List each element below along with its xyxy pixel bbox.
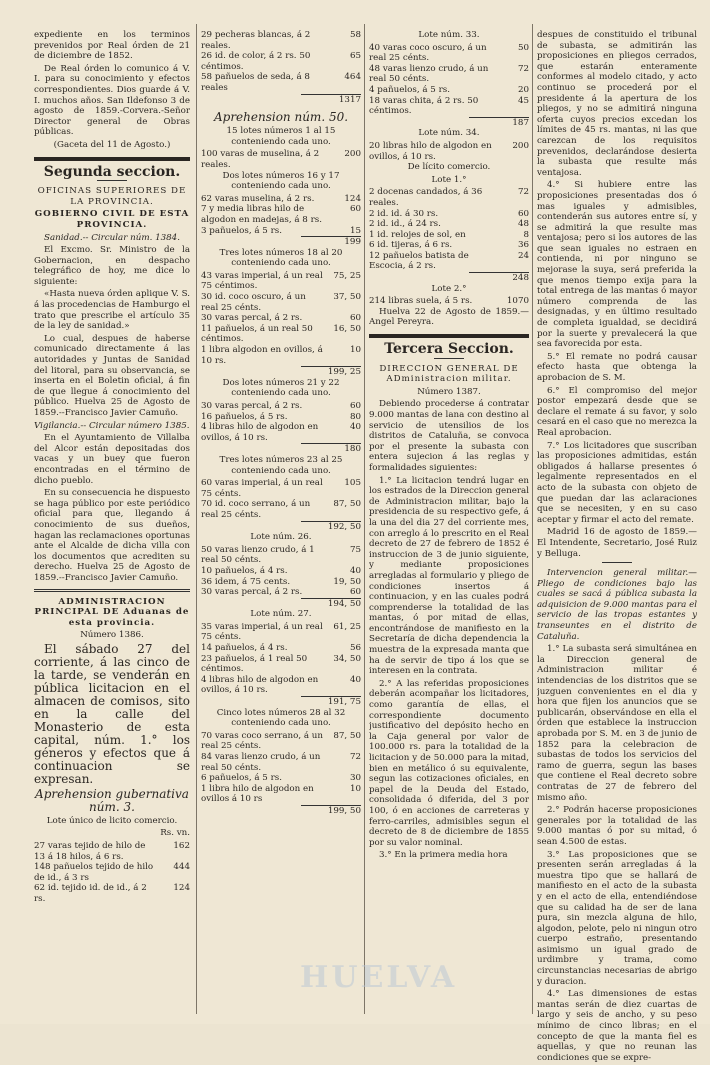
line-item	[369, 209, 529, 220]
lot-title: Dos lotes números 21 y 22 conteniendo cada uno.	[222, 377, 340, 399]
item-value: 75, 25	[333, 270, 361, 281]
line-item	[201, 345, 361, 366]
item-description: 4 pañuelos, á 5 rs.	[369, 84, 450, 95]
item-value: 40	[349, 565, 361, 576]
item-list	[369, 43, 529, 117]
paragraph: 4.° Las dimensiones de estas mantas serán de diez cuartas de largo y seis de ancho, y su peso mínimo de cinco libras; en el concepto de que la manta fiel es aquellas, y que no reunan las condiciones que se expre-	[537, 989, 697, 1063]
item-description: 48 varas lienzo crudo, á un real 50 cénts.	[369, 63, 489, 85]
conditions-title: Intervencion general militar.—Pliego de condiciones bajo las cuales se sacá á pública subasta la adquisicion de 9.000 mantas para el servicio de las tropas estantes y transeuntes en el distrito de Cataluña.	[537, 568, 697, 642]
item-description: 7 y media libras hilo de algodon en madejas, á 8 rs.	[201, 204, 322, 225]
apprehension-title: Aprehension núm. 50.	[213, 110, 349, 125]
line-item	[201, 313, 361, 324]
lot-total: 194, 50	[301, 598, 361, 610]
item-value: 200	[344, 149, 361, 160]
line-item	[201, 731, 361, 752]
line-item	[201, 577, 361, 588]
item-value: 30	[349, 773, 361, 784]
lot-title: Lote 2.°	[431, 283, 467, 294]
line-item	[201, 194, 361, 205]
item-value: 56	[349, 643, 361, 654]
lot-title: Lote núm. 27.	[250, 609, 312, 620]
item-description: 14 pañuelos, á 4 rs.	[201, 643, 288, 654]
paragraph: 1.° La subasta será simultánea en la Direccion general de Administracion militar é intendencias de los distritos que se juzguen convenientes en el dia y hora que fijen los anuncios que se publicarán, observándose en ella el órden que establece la instruccion aprobada por S. M. en 3 de junio de 1852 para la celebracion de subastas de todos los servicios del ramo de guerra, segun las bases que contiene el Real decreto sobre contratas de 27 de febrero del mismo año.	[537, 644, 697, 803]
line-item	[201, 643, 361, 654]
line-item	[201, 149, 361, 170]
line-item	[201, 499, 361, 520]
item-value: 10	[349, 345, 361, 356]
paragraph: 1.° La licitacion tendrá lugar en los estrados de la Direccion general de Administracion militar, bajo la presidencia de su respectivo gefe, á la una del dia 27 del corriente mes, con arreglo á lo prescrito en el Real decreto de 27 de febrero de 1852 é instruccion de 3 de junio siguiente, y mediante proposiciones arregladas al formulario y pliego de condiciones insertos á continuacion, y en las cuales podrá comprenderse la totalidad de las mantas, ó por mitad de ellas, encontrándose de manifiesto en la Secretaría de dicha dependencia la muestra de la expresada manta que ha de servir de tipo á los que se interesen en la contrata.	[369, 475, 529, 677]
lot-total: 180	[301, 443, 361, 455]
line-item	[201, 422, 361, 443]
line-item	[201, 51, 361, 72]
line-item	[201, 675, 361, 696]
line-item	[201, 204, 361, 225]
item-description: 1 libra hilo de algodon en ovillos á 10 rs	[201, 783, 314, 805]
item-value: 200	[512, 140, 529, 151]
lot-total: 187	[469, 117, 529, 129]
item-description: 26 id. de color, á 2 rs. 50 céntimos.	[201, 51, 311, 72]
column-3	[369, 30, 529, 863]
line-item	[201, 72, 361, 93]
item-description: 4 libras hilo de algodon en ovillos, á 10 rs.	[201, 422, 319, 443]
paragraph: 3.° En la primera media hora	[379, 850, 508, 861]
paragraph: 2.° A las referidas proposiciones deberán acompañar los licitadores, como garantía de ellas, el correspondiente documento justificativo del depósito hecho en la Caja general por valor de 100.000 rs. para la totalidad de la licitacion y de 50.000 para la mitad, bien en metálico ó su equivalente, segun las cotizaciones oficiales, en papel de la Deuda del Estado, consolidada ó diferida, del 3 por 100, ó en acciones de carreteras y ferro-carriles, admisibles segun el decreto de 8 de diciembre de 1855 por su valor nominal.	[369, 678, 529, 848]
item-value: 48	[517, 219, 529, 230]
item-value: 1070	[506, 296, 529, 307]
item-value: 40	[349, 422, 361, 433]
item-list	[201, 622, 361, 696]
item-description: 4 libras hilo de algodon en ovillos, á 10 rs.	[201, 674, 319, 696]
item-description: 1 libra algodon en ovillos, á 10 rs.	[201, 345, 323, 366]
item-list	[201, 30, 361, 94]
lot-title: Lote 1.°	[431, 174, 467, 185]
item-description: 29 pecheras blancas, á 2 reales.	[201, 30, 311, 51]
item-value: 72	[517, 63, 529, 74]
item-description: 11 pañuelos, á un real 50 céntimos.	[201, 323, 313, 345]
divider	[602, 562, 632, 563]
item-description: 1 id. relojes de sol, en	[369, 229, 466, 240]
paragraph: 6.° El compromiso del mejor postor empezará desde que se declare el remate á su favor, y solo cesará en el caso que no merezca la Real aprobacion.	[537, 385, 697, 438]
subheading: GOBIERNO CIVIL DE ESTA PROVINCIA.	[34, 209, 190, 230]
column-rule	[364, 24, 365, 1014]
item-description: 70 varas coco serrano, á un real 25 cénts.	[201, 730, 323, 752]
item-value: 65	[349, 51, 361, 62]
lot-title: De lícito comercio.	[407, 162, 491, 173]
section-heading: Tercera Seccion.	[384, 341, 514, 358]
item-description: 84 varas lienzo crudo, á un real 50 cénts.	[201, 752, 321, 773]
item-description: 27 varas tejido de hilo de 13 á 18 hilos, á 6 rs.	[34, 841, 146, 862]
item-value: 15	[349, 225, 361, 236]
item-list	[369, 187, 529, 272]
line-item	[369, 85, 529, 96]
signature-line: Madrid 16 de agosto de 1859.— El Intendente, Secretario, José Ruiz y Belluga.	[537, 527, 697, 559]
item-description: 10 pañuelos, á 4 rs.	[201, 565, 288, 576]
item-list	[201, 194, 361, 236]
item-value: 80	[349, 411, 361, 422]
line-item	[201, 226, 361, 237]
column-rule	[196, 24, 197, 1014]
line-item	[369, 187, 529, 208]
signature-line: Huelva 22 de Agosto de 1859.— Angel Pereyra.	[369, 306, 529, 328]
lot-title: Lote único de licito comercio.	[46, 815, 178, 826]
item-description: 6 pañuelos, á 5 rs.	[201, 773, 282, 784]
item-value: 24	[517, 250, 529, 261]
item-description: 16 pañuelos, á 5 rs.	[201, 411, 288, 422]
item-description: 50 varas lienzo crudo, á 1 real 50 cénts.	[201, 544, 315, 566]
line-item	[201, 773, 361, 784]
auction-notice: El sábado 27 del corriente, á las cinco de la tarde, se venderán en pública licitacion en el almacen de comisos, sito en la calle del Monasterio de esta capital, núm. 1.° los géneros y efectos que á continuacion se expresan.	[34, 641, 190, 786]
line-item	[369, 251, 529, 272]
item-value: 40	[349, 674, 361, 685]
paragraph: «Hasta nueva órden aplique V. S. á las procedencias de Hamburgo el trato que prescribe el artículo 35 de la ley de sanidad.»	[34, 289, 190, 332]
line-item	[201, 412, 361, 423]
item-description: 40 varas coco oscuro, á un real 25 cénts.	[369, 42, 487, 64]
item-value: 124	[344, 193, 361, 204]
paragraph: Debiendo procederse á contratar 9.000 mantas de lana con destino al servicio de utensilios de los distritos de Cataluña, se convoca por el presente la subasta con entera sujecion á las reglas y formalidades siguientes:	[369, 399, 529, 473]
lot-title: Cinco lotes números 28 al 32 conteniendo cada uno.	[216, 707, 346, 729]
paragraph: En su consecuencia he dispuesto se haga público por este periódico oficial para que, llegando á conocimiento de sus dueños, hagan las reclamaciones oportunas ante el Alcalde de dicha villa con los documentos que acrediten su derecho. Huelva 25 de Agosto de 1859.--Francisco Javier Camuño.	[34, 488, 190, 583]
item-description: 43 varas imperial, á un real 75 céntimos.	[201, 270, 323, 292]
line-item	[369, 141, 529, 162]
lot-total: 248	[469, 272, 529, 284]
lot-title: Tres lotes números 18 al 20 conteniendo cada uno.	[219, 247, 343, 269]
item-description: 30 varas percal, á 2 rs.	[201, 313, 303, 324]
item-description: 2 id. id., á 24 rs.	[369, 219, 441, 230]
item-description: 60 varas imperial, á un real 75 cénts.	[201, 478, 323, 499]
lot-title: Tres lotes números 23 al 25 conteniendo cada uno.	[219, 454, 343, 476]
lot-title: Lote núm. 26.	[250, 532, 312, 543]
item-value: 61, 25	[333, 621, 361, 632]
subheading: OFICINAS SUPERIORES DE LA PROVINCIA.	[37, 186, 187, 207]
divider	[34, 157, 190, 161]
line-item	[369, 43, 529, 64]
item-value: 10	[349, 783, 361, 794]
item-value: 50	[517, 42, 529, 53]
item-list	[201, 731, 361, 805]
line-item	[201, 654, 361, 675]
item-description: 36 idem, á 75 cents.	[201, 576, 291, 587]
apprehension-title: Aprehension gubernativa núm. 3.	[35, 786, 189, 814]
item-description: 3 pañuelos, á 5 rs.	[201, 225, 282, 236]
lot-title: Dos lotes números 16 y 17 conteniendo cada uno.	[222, 170, 340, 192]
line-item	[201, 478, 361, 499]
currency-header: Rs. vn.	[160, 828, 190, 839]
item-list	[201, 401, 361, 443]
lot-total: 199, 50	[301, 805, 361, 817]
line-item	[34, 883, 190, 904]
item-description: 6 id. tijeras, á 6 rs.	[369, 240, 453, 251]
line-item	[201, 30, 361, 51]
item-list	[201, 271, 361, 366]
item-list	[369, 141, 529, 162]
item-value: 60	[349, 204, 361, 215]
item-description: 2 docenas candados, á 36 reales.	[369, 187, 483, 208]
line-item	[201, 271, 361, 292]
source-note: (Gaceta del 11 de Agosto.)	[53, 139, 171, 150]
item-value: 45	[517, 95, 529, 106]
column-4	[537, 30, 697, 1065]
paragraph: 2.° Podrán hacerse proposiciones generales por la totalidad de las 9.000 mantas ó por su mitad, ó sean 4.500 de estas.	[537, 805, 697, 847]
item-value: 162	[173, 841, 190, 852]
item-value: 58	[349, 30, 361, 40]
paragraph: 7.° Los licitadores que suscriban las proposiciones admitidas, están obligados á hallarse presentes ó legalmente representados en el acto de la subasta con objeto de que puedan dar las aclaraciones que se necesiten, y en su caso aceptar y firmar el acto del remate.	[537, 440, 697, 525]
item-description: 62 varas muselina, á 2 rs.	[201, 193, 315, 204]
subheading: DIRECCION GENERAL DE ADministracion militar.	[379, 363, 519, 385]
line-item	[369, 219, 529, 230]
section-heading: Segunda seccion.	[43, 163, 181, 180]
item-description: 70 id. coco serrano, á un real 25 cénts.	[201, 499, 311, 520]
item-value: 60	[349, 401, 361, 411]
item-value: 60	[349, 587, 361, 598]
line-item	[369, 240, 529, 251]
line-item	[369, 96, 529, 117]
lot-total: 1317	[301, 94, 361, 106]
circular-title: Vigilancia.-- Circular número 1385.	[34, 420, 190, 431]
item-description: 20 libras hilo de algodon en ovillos, á 10 rs.	[369, 140, 492, 162]
lot-title: Lote núm. 34.	[418, 128, 480, 139]
paragraph: expediente en los terminos prevenidos por Real órden de 21 de diciembre de 1852.	[34, 30, 190, 62]
item-value: 36	[517, 240, 529, 251]
line-item	[201, 587, 361, 598]
line-item	[201, 784, 361, 805]
item-value: 34, 50	[333, 653, 361, 664]
item-value: 105	[344, 478, 361, 489]
lot-total: 191, 75	[301, 696, 361, 708]
paragraph: El Excmo. Sr. Ministro de la Gobernacion, en despacho telegráfico de hoy, me dice lo siguiente:	[34, 245, 190, 287]
lot-total: 192, 50	[301, 521, 361, 533]
item-value: 87, 50	[333, 499, 361, 510]
circular-title: Sanidad.-- Circular núm. 1384.	[44, 232, 180, 243]
item-description: 62 id. tejido id. de id., á 2 rs.	[34, 883, 147, 905]
lot-title: 15 lotes números 1 al 15 conteniendo cada uno.	[226, 126, 336, 147]
item-description: 58 pañuelos de seda, á 8 reales	[201, 72, 310, 93]
line-item	[201, 292, 361, 313]
item-list	[201, 149, 361, 170]
item-description: 35 varas imperial, á un real 75 cénts.	[201, 621, 323, 643]
lot-total: 199	[301, 236, 361, 248]
item-description: 214 libras suela, á 5 rs.	[369, 296, 473, 307]
watermark-logo: HUELVA	[300, 960, 458, 995]
item-value: 16, 50	[333, 323, 361, 334]
item-description: 2 id. id. á 30 rs.	[369, 208, 439, 219]
divider	[369, 334, 529, 338]
line-item	[201, 401, 361, 412]
number-title: Número 1386.	[80, 630, 144, 641]
paragraph: De Real órden lo comunico á V. I. para su conocimiento y efectos correspondientes. Dios guarde á V. I. muchos años. San Ildefonso 3 de agosto de 1859.-Corvera.-Señor Director general de Obras públicas.	[34, 63, 190, 138]
item-value: 20	[517, 84, 529, 95]
column-rule	[532, 24, 533, 1014]
item-description: 30 varas percal, á 2 rs.	[201, 401, 303, 411]
column-1	[34, 30, 190, 905]
line-item	[369, 64, 529, 85]
item-description: 148 pañuelos tejido de hilo de id., á 3 rs	[34, 862, 154, 883]
line-item	[369, 296, 529, 307]
item-description: 12 pañuelos batista de Escocia, á 2 rs.	[369, 250, 469, 272]
item-value: 8	[523, 229, 529, 240]
line-item	[201, 622, 361, 643]
line-item	[201, 566, 361, 577]
item-value: 19, 50	[333, 576, 361, 587]
item-description: 23 pañuelos, á 1 real 50 céntimos.	[201, 653, 308, 675]
item-value: 444	[173, 862, 190, 873]
lot-title: Lote núm. 33.	[418, 30, 480, 40]
line-item	[201, 324, 361, 345]
item-list	[201, 545, 361, 598]
item-description: 30 varas percal, á 2 rs.	[201, 587, 303, 598]
item-value: 60	[349, 313, 361, 324]
paragraph: 4.° Si hubiere entre las proposiciones presentadas dos ó mas iguales y admisibles, contenderán sus autores entre sí, y se admitirá la que resulte mas ventajosa; pero si los autores de las que sean iguales no estraen en contienda, ni por ninguno se mejorase la suya, será preferida la que menos tiempo exija para la total entrega de las mantas ó mayor número comprenda de las designadas, y en último resultado de completa igualdad, se decidirá por la suerte y prevalecerá la que sea favorecida por esta.	[537, 180, 697, 350]
divider	[434, 358, 464, 359]
item-value: 37, 50	[333, 292, 361, 303]
line-item	[34, 841, 190, 862]
item-value: 124	[173, 883, 190, 894]
paragraph: Lo cual, despues de haberse comunicado directamente á las autoridades y Juntas de Sanidad del litoral, para su observancia, se inserta en el Boletin oficial, á fin de que llegue á conocimiento del público. Huelva 25 de Agosto de 1859.--Francisco Javier Camuño.	[34, 333, 190, 418]
item-description: 100 varas de muselina, á 2 reales.	[201, 149, 320, 170]
subheading: ADMINISTRACION PRINCIPAL DE Aduanas de esta provincia.	[34, 596, 190, 628]
item-description: 18 varas chita, á 2 rs. 50 céntimos.	[369, 95, 479, 117]
line-item	[201, 752, 361, 773]
item-list	[34, 841, 190, 905]
paragraph: 5.° El remate no podrá causar efecto hasta que obtenga la aprobacion de S. M.	[537, 351, 697, 383]
item-value: 72	[349, 752, 361, 762]
item-list	[369, 296, 529, 307]
line-item	[369, 230, 529, 241]
item-value: 72	[517, 187, 529, 198]
divider	[97, 180, 127, 181]
line-item	[34, 862, 190, 883]
column-2	[201, 30, 361, 817]
paragraph: despues de constituido el tribunal de subasta, se admitirán las proposiciones en pliegos cerrados, que estarán enteramente conformes al modelo citado, y acto continuo se procederá por el presidente á la apertura de los pliegos, y no se admitirá ninguna oferta cuyos precios excedan los límites de 45 rs. mantas, ni las que carezcan de los requisitos prevenidos, declarándose desierta la subasta que resulte más ventajosa.	[537, 30, 697, 178]
item-list	[201, 478, 361, 520]
paragraph: En el Ayuntamiento de Villalba del Alcor están depositadas dos vacas y un buey que fueron encontradas en el término de dicho pueblo.	[34, 433, 190, 486]
item-value: 60	[517, 208, 529, 219]
item-description: 30 id. coco oscuro, á un real 25 cénts.	[201, 292, 306, 313]
item-value: 464	[344, 72, 361, 83]
item-value: 75	[349, 544, 361, 555]
line-item	[201, 545, 361, 566]
item-value: 87, 50	[333, 730, 361, 741]
paragraph: 3.° Las proposiciones que se presenten serán arregladas á la muestra tipo que se hallará de manifiesto en el acto de la subasta y en el acto de ella, entendiéndose que su calidad ha de ser de lana pura, sin mezcla alguna de hilo, algodon, pelote, pelo ni ningun otro cuerpo estraño, presentando asimismo un igual grado de urdimbre y trama, como circunstancias necesarias de abrigo y duracion.	[537, 849, 697, 987]
number-title: Número 1387.	[417, 386, 481, 397]
lot-total: 199, 25	[301, 366, 361, 378]
divider	[34, 589, 190, 592]
